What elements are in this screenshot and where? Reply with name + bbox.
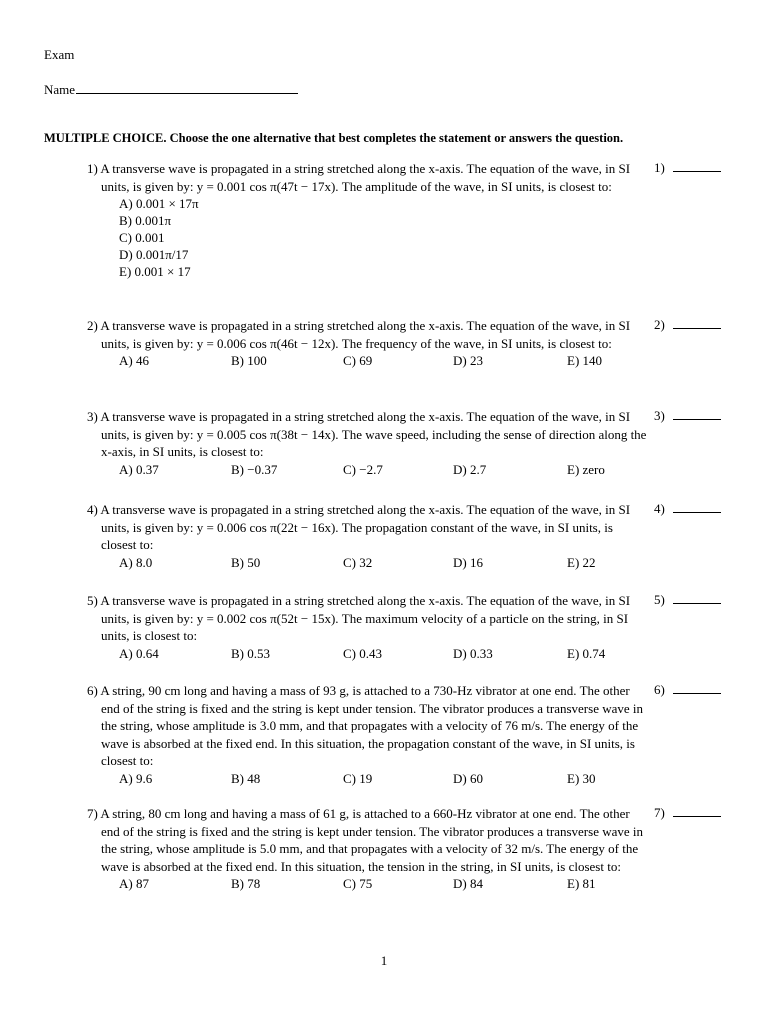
option-a: A) 87 [119, 876, 149, 891]
answer-number: 4) [654, 501, 665, 516]
option-e: E) zero [567, 461, 605, 477]
option-c: C) 0.001 [119, 230, 165, 245]
option-c: C) 69 [343, 353, 373, 368]
answer-number: 6) [654, 682, 665, 697]
options-row [87, 352, 647, 369]
answer-blank [673, 501, 721, 513]
instructions: MULTIPLE CHOICE. Choose the one alternative that best completes the statement or answers the question. [44, 131, 624, 145]
question-stem: 3) A transverse wave is propagated in a string stretched along the x-axis. The equation of the wave, in SI units, is given by: y = 0.005 cos π(38t − 14x). The wave speed, including the sense of direction along the x-axis, in SI units, is closest to: [87, 409, 647, 459]
option-d: D) 23 [453, 353, 483, 368]
option-a: A) 9.6 [119, 770, 153, 786]
option-c: C) 19 [343, 770, 373, 786]
answer-blank [673, 408, 721, 420]
option-d: D) 0.33 [453, 645, 493, 661]
option-a: A) 8.0 [119, 554, 153, 570]
option-a: A) 0.37 [119, 461, 159, 477]
option-c: C) 32 [343, 554, 373, 570]
option-e: E) 81 [567, 876, 596, 891]
answer-slot-4 [654, 501, 721, 517]
question-stem: 4) A transverse wave is propagated in a string stretched along the x-axis. The equation of the wave, in SI units, is given by: y = 0.006 cos π(22t − 16x). The propagation constant of the wave, in SI units, is closest to: [87, 502, 631, 552]
option-c: C) −2.7 [343, 461, 383, 477]
option-a: A) 0.64 [119, 645, 159, 661]
option-d: D) 0.001π/17 [119, 247, 189, 262]
question-3 [87, 408, 647, 478]
question-7 [87, 805, 647, 892]
option-b: B) −0.37 [231, 461, 278, 477]
option-d: D) 16 [453, 554, 483, 570]
options-row [87, 461, 647, 478]
option-e: E) 0.001 × 17 [119, 264, 191, 279]
question-4 [87, 501, 647, 571]
option-b: B) 0.53 [231, 645, 270, 661]
answer-blank [673, 592, 721, 604]
option-a: A) 46 [119, 353, 149, 368]
option-b: B) 78 [231, 876, 261, 891]
option-d: D) 2.7 [453, 461, 487, 477]
answer-blank [673, 682, 721, 694]
exam-label: Exam [44, 47, 75, 62]
answer-slot-6 [654, 682, 721, 698]
option-c: C) 75 [343, 876, 373, 891]
name-field [44, 81, 298, 98]
option-b: B) 48 [231, 770, 261, 786]
question-stem: 5) A transverse wave is propagated in a string stretched along the x-axis. The equation of the wave, in SI units, is given by: y = 0.002 cos π(52t − 15x). The maximum velocity of a particle on the string, in SI units, is closest to: [87, 593, 631, 643]
question-6 [87, 682, 647, 787]
options-row [87, 645, 647, 662]
page-number: 1 [380, 953, 388, 968]
question-stem: 6) A string, 90 cm long and having a mass of 93 g, is attached to a 730-Hz vibrator at one end. The other end of the string is fixed and the string is kept under tension. The vibrator produces a transverse wave in the string, whose amplitude is 3.0 mm, and that propagates with a velocity of 76 m/s. The energy of the wave is absorbed at the fixed end. In this situation, the propagation constant of the wave, in SI units, is closest to: [87, 683, 644, 768]
option-e: E) 30 [567, 770, 596, 786]
answer-slot-1 [654, 160, 721, 176]
option-d: D) 60 [453, 770, 483, 786]
question-stem: 7) A string, 80 cm long and having a mass of 61 g, is attached to a 660-Hz vibrator at one end. The other end of the string is fixed and the string is kept under tension. The vibrator produces a transverse wave in the string, whose amplitude is 5.0 mm, and that propagates with a velocity of 32 m/s. The energy of the wave is absorbed at the fixed end. In this situation, the tension in the string, in SI units, is closest to: [87, 806, 644, 874]
question-5 [87, 592, 647, 662]
answer-blank [673, 160, 721, 172]
answer-slot-3 [654, 408, 721, 424]
name-label: Name [44, 82, 76, 97]
option-c: C) 0.43 [343, 645, 382, 661]
answer-slot-7 [654, 805, 721, 821]
options-list [87, 195, 647, 280]
answer-slot-5 [654, 592, 721, 608]
question-stem: 2) A transverse wave is propagated in a string stretched along the x-axis. The equation of the wave, in SI units, is given by: y = 0.006 cos π(46t − 12x). The frequency of the wave, in SI units, is closest to: [87, 318, 631, 351]
option-e: E) 0.74 [567, 645, 606, 661]
option-b: B) 100 [231, 353, 267, 368]
answer-number: 2) [654, 317, 665, 332]
answer-number: 3) [654, 408, 665, 423]
answer-blank [673, 805, 721, 817]
answer-blank [673, 317, 721, 329]
option-e: E) 22 [567, 554, 596, 570]
option-a: A) 0.001 × 17π [119, 196, 199, 211]
options-row [87, 875, 647, 892]
options-row [87, 554, 647, 571]
answer-number: 7) [654, 805, 665, 820]
option-d: D) 84 [453, 876, 483, 891]
options-row [87, 770, 647, 787]
name-blank-line [76, 81, 298, 94]
option-b: B) 0.001π [119, 213, 172, 228]
question-stem: 1) A transverse wave is propagated in a string stretched along the x-axis. The equation of the wave, in SI units, is given by: y = 0.001 cos π(47t − 17x). The amplitude of the wave, in SI units, is closest to: [87, 161, 631, 194]
question-1 [87, 160, 647, 280]
question-2 [87, 317, 647, 369]
answer-slot-2 [654, 317, 721, 333]
option-e: E) 140 [567, 353, 603, 368]
answer-number: 5) [654, 592, 665, 607]
answer-number: 1) [654, 160, 665, 175]
option-b: B) 50 [231, 554, 261, 570]
